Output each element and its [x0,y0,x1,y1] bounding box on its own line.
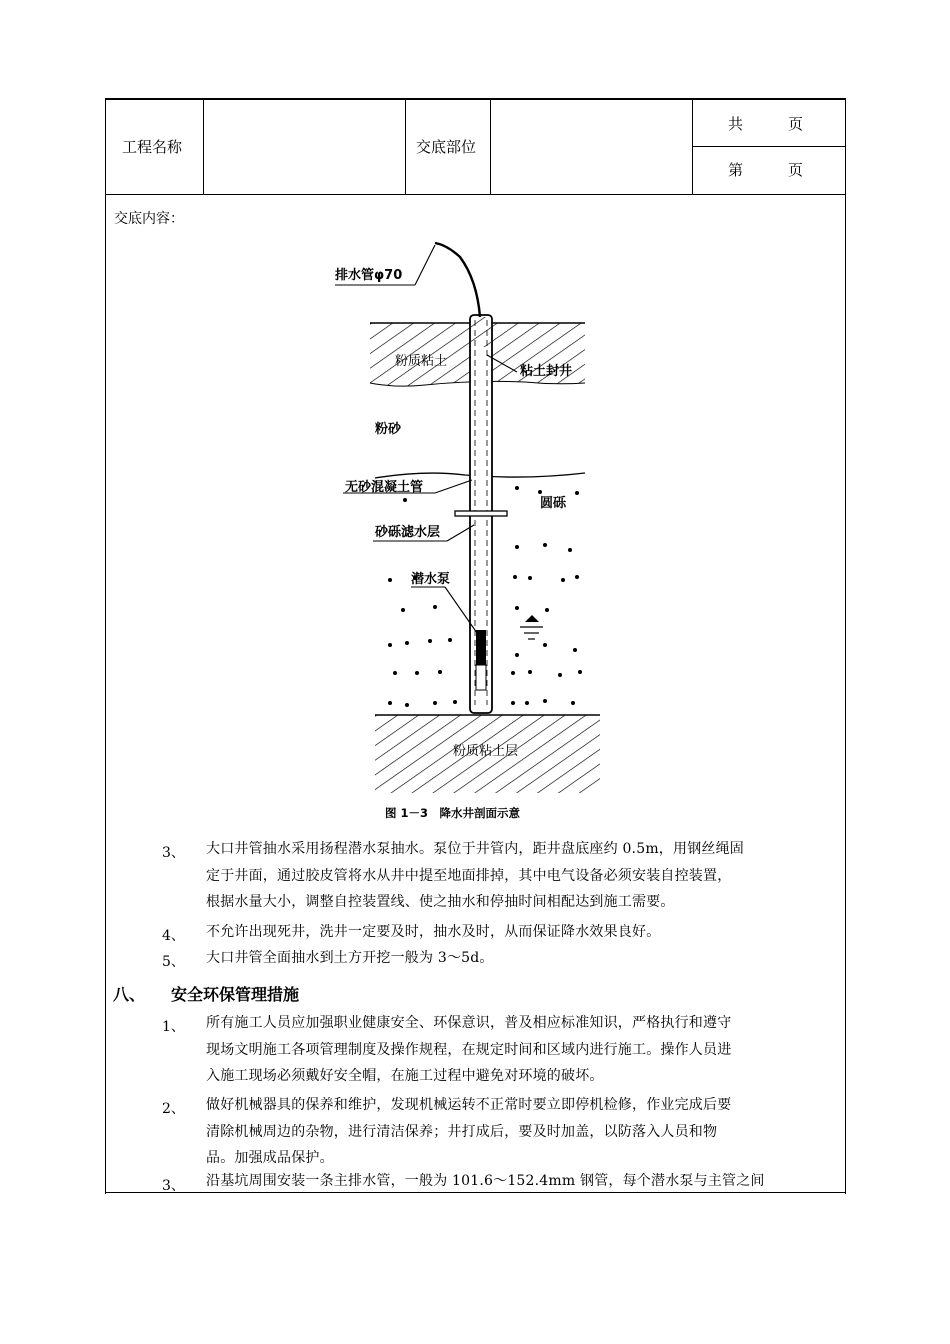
item-text [206,919,660,946]
well-section-diagram [225,235,725,825]
label-filter-layer: 砂砾滤水层 [375,525,441,540]
text-line: 现场文明施工各项管理制度及操作规程，在规定时间和区域内进行施工。操作人员进 [206,1041,732,1058]
text-line: 不允许出现死井，洗井一定要及时，抽水及时，从而保证降水效果良好。 [206,924,661,940]
label-silty-clay-bottom: 粉质粘土层 [453,744,519,759]
section-heading [113,982,300,1005]
text-line: 根据水量大小，调整自控装置线、使之抽水和停抽时间相配达到施工需要。 [206,894,675,910]
discharge-pipe [435,243,480,317]
text-line: 大口井管抽水采用扬程潜水泵抽水。泵位于井管内，距井盘底座约 0.5m，用钢丝绳固 [206,841,744,857]
item-number: 1、 [162,1019,185,1035]
item-number: 5、 [162,954,185,970]
item-number: 4、 [162,928,185,944]
divider [203,100,204,194]
text-line: 定于井面，通过胶皮管将水从井中提至地面排掉，其中电气设备必须安装自控装置， [206,867,732,884]
divider [490,100,491,194]
item-text [206,836,744,916]
text-line: 沿基坑周围安装一条主排水管，一般为 101.6～152.4mm 钢管，每个潜水泵与主管之间 [206,1173,765,1189]
item-number: 3、 [162,1178,185,1194]
item-text [206,1010,731,1090]
item-number: 3、 [162,845,185,861]
label-no-sand-pipe: 无砂混凝土管 [345,480,424,495]
page-number: 第 页 [728,161,804,179]
section-number: 八、 [113,985,146,1004]
text-line: 品。加强成品保护。 [206,1150,334,1166]
label-pipe: 排水管φ70 [335,268,403,283]
divider [692,100,693,194]
label-gravel: 圆砾 [540,496,567,511]
item-text [206,1092,731,1172]
section-title: 安全环保管理措施 [171,985,300,1004]
label-clay-seal: 粘土封井 [520,364,573,379]
label-silty-clay-top: 粉质粘土 [395,354,448,369]
label-pump: 潜水泵 [411,572,451,587]
content-label: 交底内容： [114,211,184,227]
item-text [206,945,494,972]
text-line: 入施工现场必须戴好安全帽，在施工过程中避免对环境的破坏。 [206,1068,604,1084]
dewatering-well-figure [225,235,725,829]
text-line: 大口井管全面抽水到土方开挖一般为 3～5d。 [206,950,494,966]
figure-caption: 图 1－3 降水井剖面示意 [385,806,521,820]
header-table [106,100,845,195]
item-number: 2、 [162,1101,185,1117]
pump-body [476,630,486,665]
location-label: 交底部位 [416,138,477,156]
bottom-border [105,1192,846,1193]
text-line: 清除机械周边的杂物，进行清洁保养；井打成后，要及时加盖，以防落入人员和物 [206,1123,718,1140]
project-name-label: 工程名称 [122,138,183,156]
total-pages: 共 页 [728,115,804,133]
divider [693,146,845,147]
divider [405,100,406,194]
text-line: 做好机械器具的保养和维护，发现机械运转不正常时要立即停机检修，作业完成后要 [206,1097,732,1113]
item-text [206,1168,765,1195]
label-silt-sand: 粉砂 [375,422,402,437]
text-line: 所有施工人员应加强职业健康安全、环保意识，普及相应标准知识，严格执行和遵守 [206,1015,732,1031]
